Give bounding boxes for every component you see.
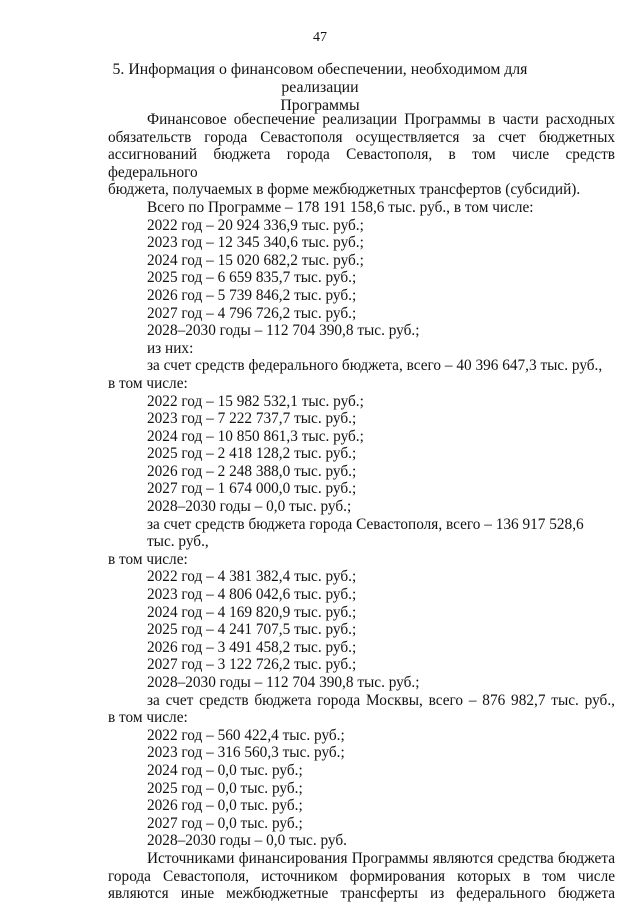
moscow-header: за счет средств бюджета города Москвы, всего – 876 982,7 тыс. руб., xyxy=(147,691,615,709)
federal-year-line: 2026 год – 2 248 388,0 тыс. руб.; xyxy=(147,462,357,480)
total-year-line: 2022 год – 20 924 336,9 тыс. руб.; xyxy=(147,216,364,234)
federal-header-cont: в том числе: xyxy=(108,374,188,392)
federal-year-line: 2023 год – 7 222 737,7 тыс. руб.; xyxy=(147,410,357,428)
sources-line: являются иные межбюджетные трансферты из федерального бюджета xyxy=(108,885,615,903)
intro-line: бюджета, получаемых в форме межбюджетных трансфертов (субсидий). xyxy=(108,181,581,199)
intro-line: Финансовое обеспечение реализации Программы в части расходных xyxy=(147,111,615,128)
sevastopol-header-cont: в том числе: xyxy=(108,550,188,568)
moscow-year-line: 2023 год – 316 560,3 тыс. руб.; xyxy=(147,744,345,762)
moscow-year-line: 2022 год – 560 422,4 тыс. руб.; xyxy=(147,726,345,744)
moscow-year-line: 2024 год – 0,0 тыс. руб.; xyxy=(147,761,303,779)
sevastopol-year-line: 2027 год – 3 122 726,2 тыс. руб.; xyxy=(147,656,357,674)
moscow-header-cont: в том числе: xyxy=(108,709,188,727)
total-year-line: 2027 год – 4 796 726,2 тыс. руб.; xyxy=(147,304,357,322)
sevastopol-year-line: 2022 год – 4 381 382,4 тыс. руб.; xyxy=(147,568,357,586)
moscow-year-line: 2028–2030 годы – 0,0 тыс. руб. xyxy=(147,832,347,850)
total-year-line: 2026 год – 5 739 846,2 тыс. руб.; xyxy=(147,286,357,304)
federal-year-line: 2022 год – 15 982 532,1 тыс. руб.; xyxy=(147,392,364,410)
federal-year-line: 2027 год – 1 674 000,0 тыс. руб.; xyxy=(147,480,357,498)
total-year-line: 2023 год – 12 345 340,6 тыс. руб.; xyxy=(147,234,364,252)
sevastopol-year-line: 2026 год – 3 491 458,2 тыс. руб.; xyxy=(147,638,357,656)
intro-line: ассигнований бюджета города Севастополя, в том числе средств федерального xyxy=(108,146,615,181)
intro-line: обязательств города Севастополя осуществляется за счет бюджетных xyxy=(108,128,615,146)
sources-line: Источниками финансирования Программы являются средства бюджета xyxy=(147,849,615,867)
section-heading-line: 5. Информация о финансовом обеспечении, необходимом для реализации xyxy=(112,61,528,96)
federal-year-line: 2024 год – 10 850 861,3 тыс. руб.; xyxy=(147,427,364,445)
moscow-year-line: 2026 год – 0,0 тыс. руб.; xyxy=(147,797,303,815)
page-number: 47 xyxy=(313,30,327,45)
federal-header: за счет средств федерального бюджета, всего – 40 396 647,3 тыс. руб., xyxy=(147,357,603,375)
sources-line: города Севастополя, источником формирования которых в том числе xyxy=(108,867,615,885)
section-heading xyxy=(100,61,540,115)
federal-year-line: 2025 год – 2 418 128,2 тыс. руб.; xyxy=(147,445,357,463)
federal-year-line: 2028–2030 годы – 0,0 тыс. руб.; xyxy=(147,498,352,516)
moscow-year-line: 2025 год – 0,0 тыс. руб.; xyxy=(147,779,303,797)
sevastopol-header: за счет средств бюджета города Севастополя, всего – 136 917 528,6 тыс. руб., xyxy=(147,515,584,551)
sevastopol-year-line: 2028–2030 годы – 112 704 390,8 тыс. руб.; xyxy=(147,674,420,691)
total-year-line: 2028–2030 годы – 112 704 390,8 тыс. руб.; xyxy=(147,322,420,340)
sevastopol-year-line: 2023 год – 4 806 042,6 тыс. руб.; xyxy=(147,586,357,604)
document-body xyxy=(108,111,615,903)
total-year-line: 2025 год – 6 659 835,7 тыс. руб.; xyxy=(147,269,357,287)
sevastopol-year-line: 2025 год – 4 241 707,5 тыс. руб.; xyxy=(147,621,357,639)
of-them-label: из них: xyxy=(147,339,194,357)
section-heading-line: Программы xyxy=(280,97,360,114)
moscow-year-line: 2027 год – 0,0 тыс. руб.; xyxy=(147,814,303,832)
total-header: Всего по Программе – 178 191 158,6 тыс. руб., в том числе: xyxy=(147,198,534,216)
sevastopol-year-line: 2024 год – 4 169 820,9 тыс. руб.; xyxy=(147,603,357,621)
total-year-line: 2024 год – 15 020 682,2 тыс. руб.; xyxy=(147,251,364,269)
